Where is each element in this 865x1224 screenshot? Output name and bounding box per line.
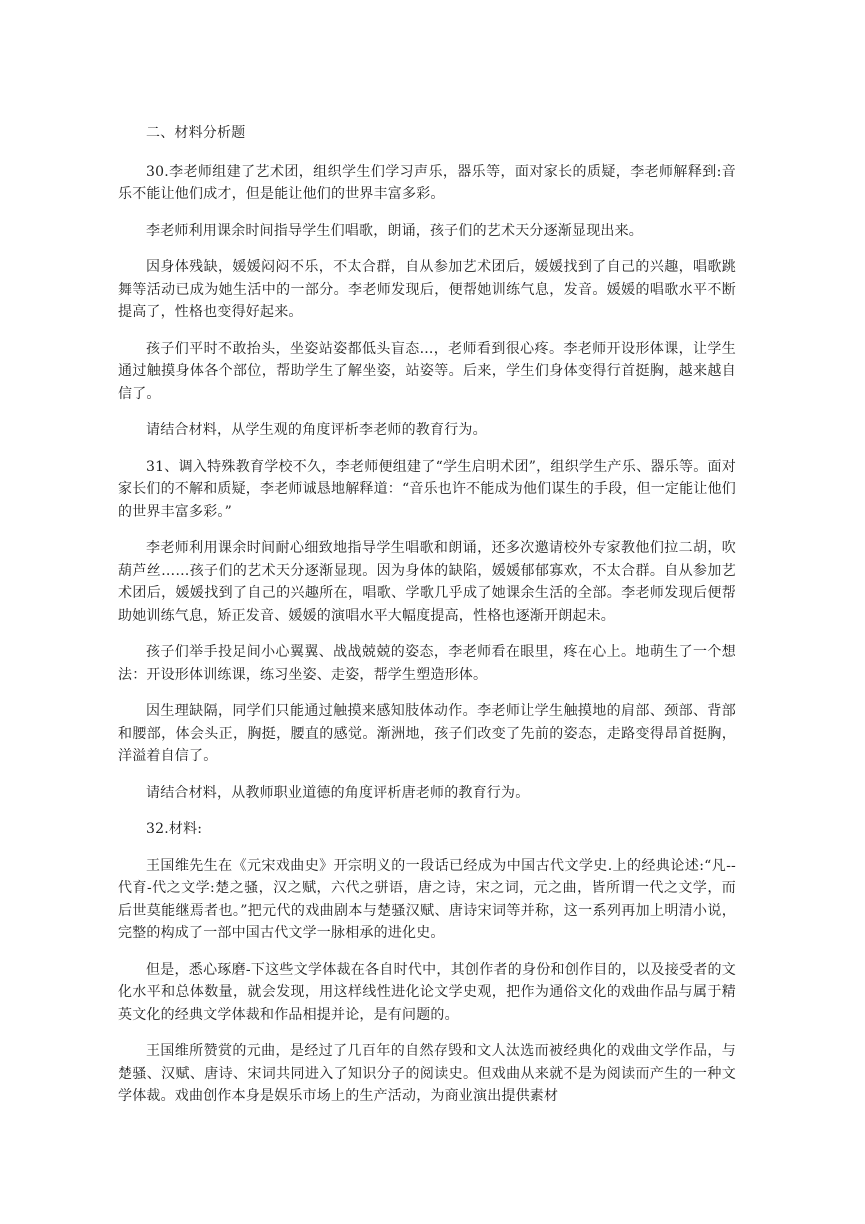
paragraph: 因身体残缺，媛媛闷闷不乐，不太合群，自从参加艺术团后，媛媛找到了自己的兴趣，唱歌跳舞等活动已成为她生活中的一部分。李老师发现后，便帮她训练气息，发音。媛媛的唱歌水平不断提高了，性格也变得好起来。 [118, 259, 736, 320]
paragraph: 李老师利用课余时间指导学生们唱歌，朗诵，孩子们的艺术天分逐渐显现出来。 [146, 222, 643, 239]
paragraph: 孩子们平时不敢抬头，坐姿站姿都低头盲态...，老师看到很心疼。李老师开设形体课，让学生通过触摸身体各个部位，帮助学生了解坐姿，站姿等。后来，学生们身体变得行首挺胸，越来越自信了。 [118, 340, 736, 402]
document-page [118, 122, 736, 1122]
paragraph: 因生理缺隔，同学们只能通过触摸来感知肢体动作。李老师让学生触摸地的肩部、颈部、背部和腰部，体会头正，胸挺，腰直的感觉。渐洲地，孩子们改变了先前的姿态，走路变得昂首挺胸，洋溢着自信了。 [118, 703, 736, 764]
question-32-label: 32.材料: [146, 821, 203, 837]
question-30-intro: 30.李老师组建了艺术团，组织学生们学习声乐，器乐等，面对家长的质疑，李老师解释到:音乐不能让他们成才，但是能让他们的世界丰富多彩。 [118, 163, 736, 202]
paragraph: 王国维所赞赏的元曲，是经过了几百年的自然存毁和文人汰选而被经典化的戏曲文学作品，与楚骚、汉赋、唐诗、宋词共同进入了知识分子的阅读史。但戏曲从来就不是为阅读而产生的一种文学体裁。戏曲创作本身是娱乐市场上的生产活动，为商业演出提供素材 [118, 1043, 736, 1104]
paragraph: 李老师利用课余时间耐心细致地指导学生唱歌和朗诵，还多次邀请校外专家教他们拉二胡，吹葫芦丝……孩子们的艺术天分逐渐显现。因为身体的缺陷，媛媛郁郁寡欢，不太合群。自从参加艺术团后，媛媛找到了自己的兴趣所在，唱歌、学歌几乎成了她课余生活的全部。李老师发现后便帮助她训练气息，矫正发音、媛媛的演唱水平大幅度提高，性格也逐渐开朗起未。 [118, 540, 736, 624]
paragraph: 但是，悉心琢磨-下这些文学体裁在各自时代中，其创作者的身份和创作目的，以及接受者的文化水平和总体数量，就会发现，用这样线性进化论文学史观，把作为通俗文化的戏曲作品与属于精英文化的经典文学体裁和作品相提并论，是有问题的。 [118, 961, 736, 1023]
question-31-intro: 31、调入特殊教育学校不久，李老师便组建了“学生启明术团”，组织学生产乐、器乐等。面对家长们的不解和质疑，李老师诚恳地解释道：“音乐也许不能成为他们谋生的手段，但一定能让他们的世界丰富多彩。” [118, 458, 736, 520]
question-30-prompt: 请结合材料，从学生观的角度评析李老师的教育行为。 [146, 422, 487, 438]
paragraph: 孩子们举手投足间小心翼翼、战战兢兢的姿态，李老师看在眼里，疼在心上。地萌生了一个想法：开设形体训练课，练习坐姿、走姿，帮学生塑造形体。 [118, 644, 736, 683]
question-31-prompt: 请结合材料，从教师职业道德的角度评析唐老师的教育行为。 [146, 784, 530, 801]
paragraph: 王国维先生在《元宋戏曲史》开宗明义的一段话已经成为中国古代文学史.上的经典论述:“凡--代育-代之文学:楚之骚，汉之赋，六代之骈语，唐之诗，宋之词，元之曲，皆所谓一代之文学，而后世莫能继焉者也。”把元代的戏曲剧本与楚骚汉赋、唐诗宋词等并称，这一系列再加上明清小说，完整的构成了一部中国古代文学一脉相承的进化史。 [118, 857, 736, 941]
section-title: 二、材料分析题 [146, 125, 246, 141]
